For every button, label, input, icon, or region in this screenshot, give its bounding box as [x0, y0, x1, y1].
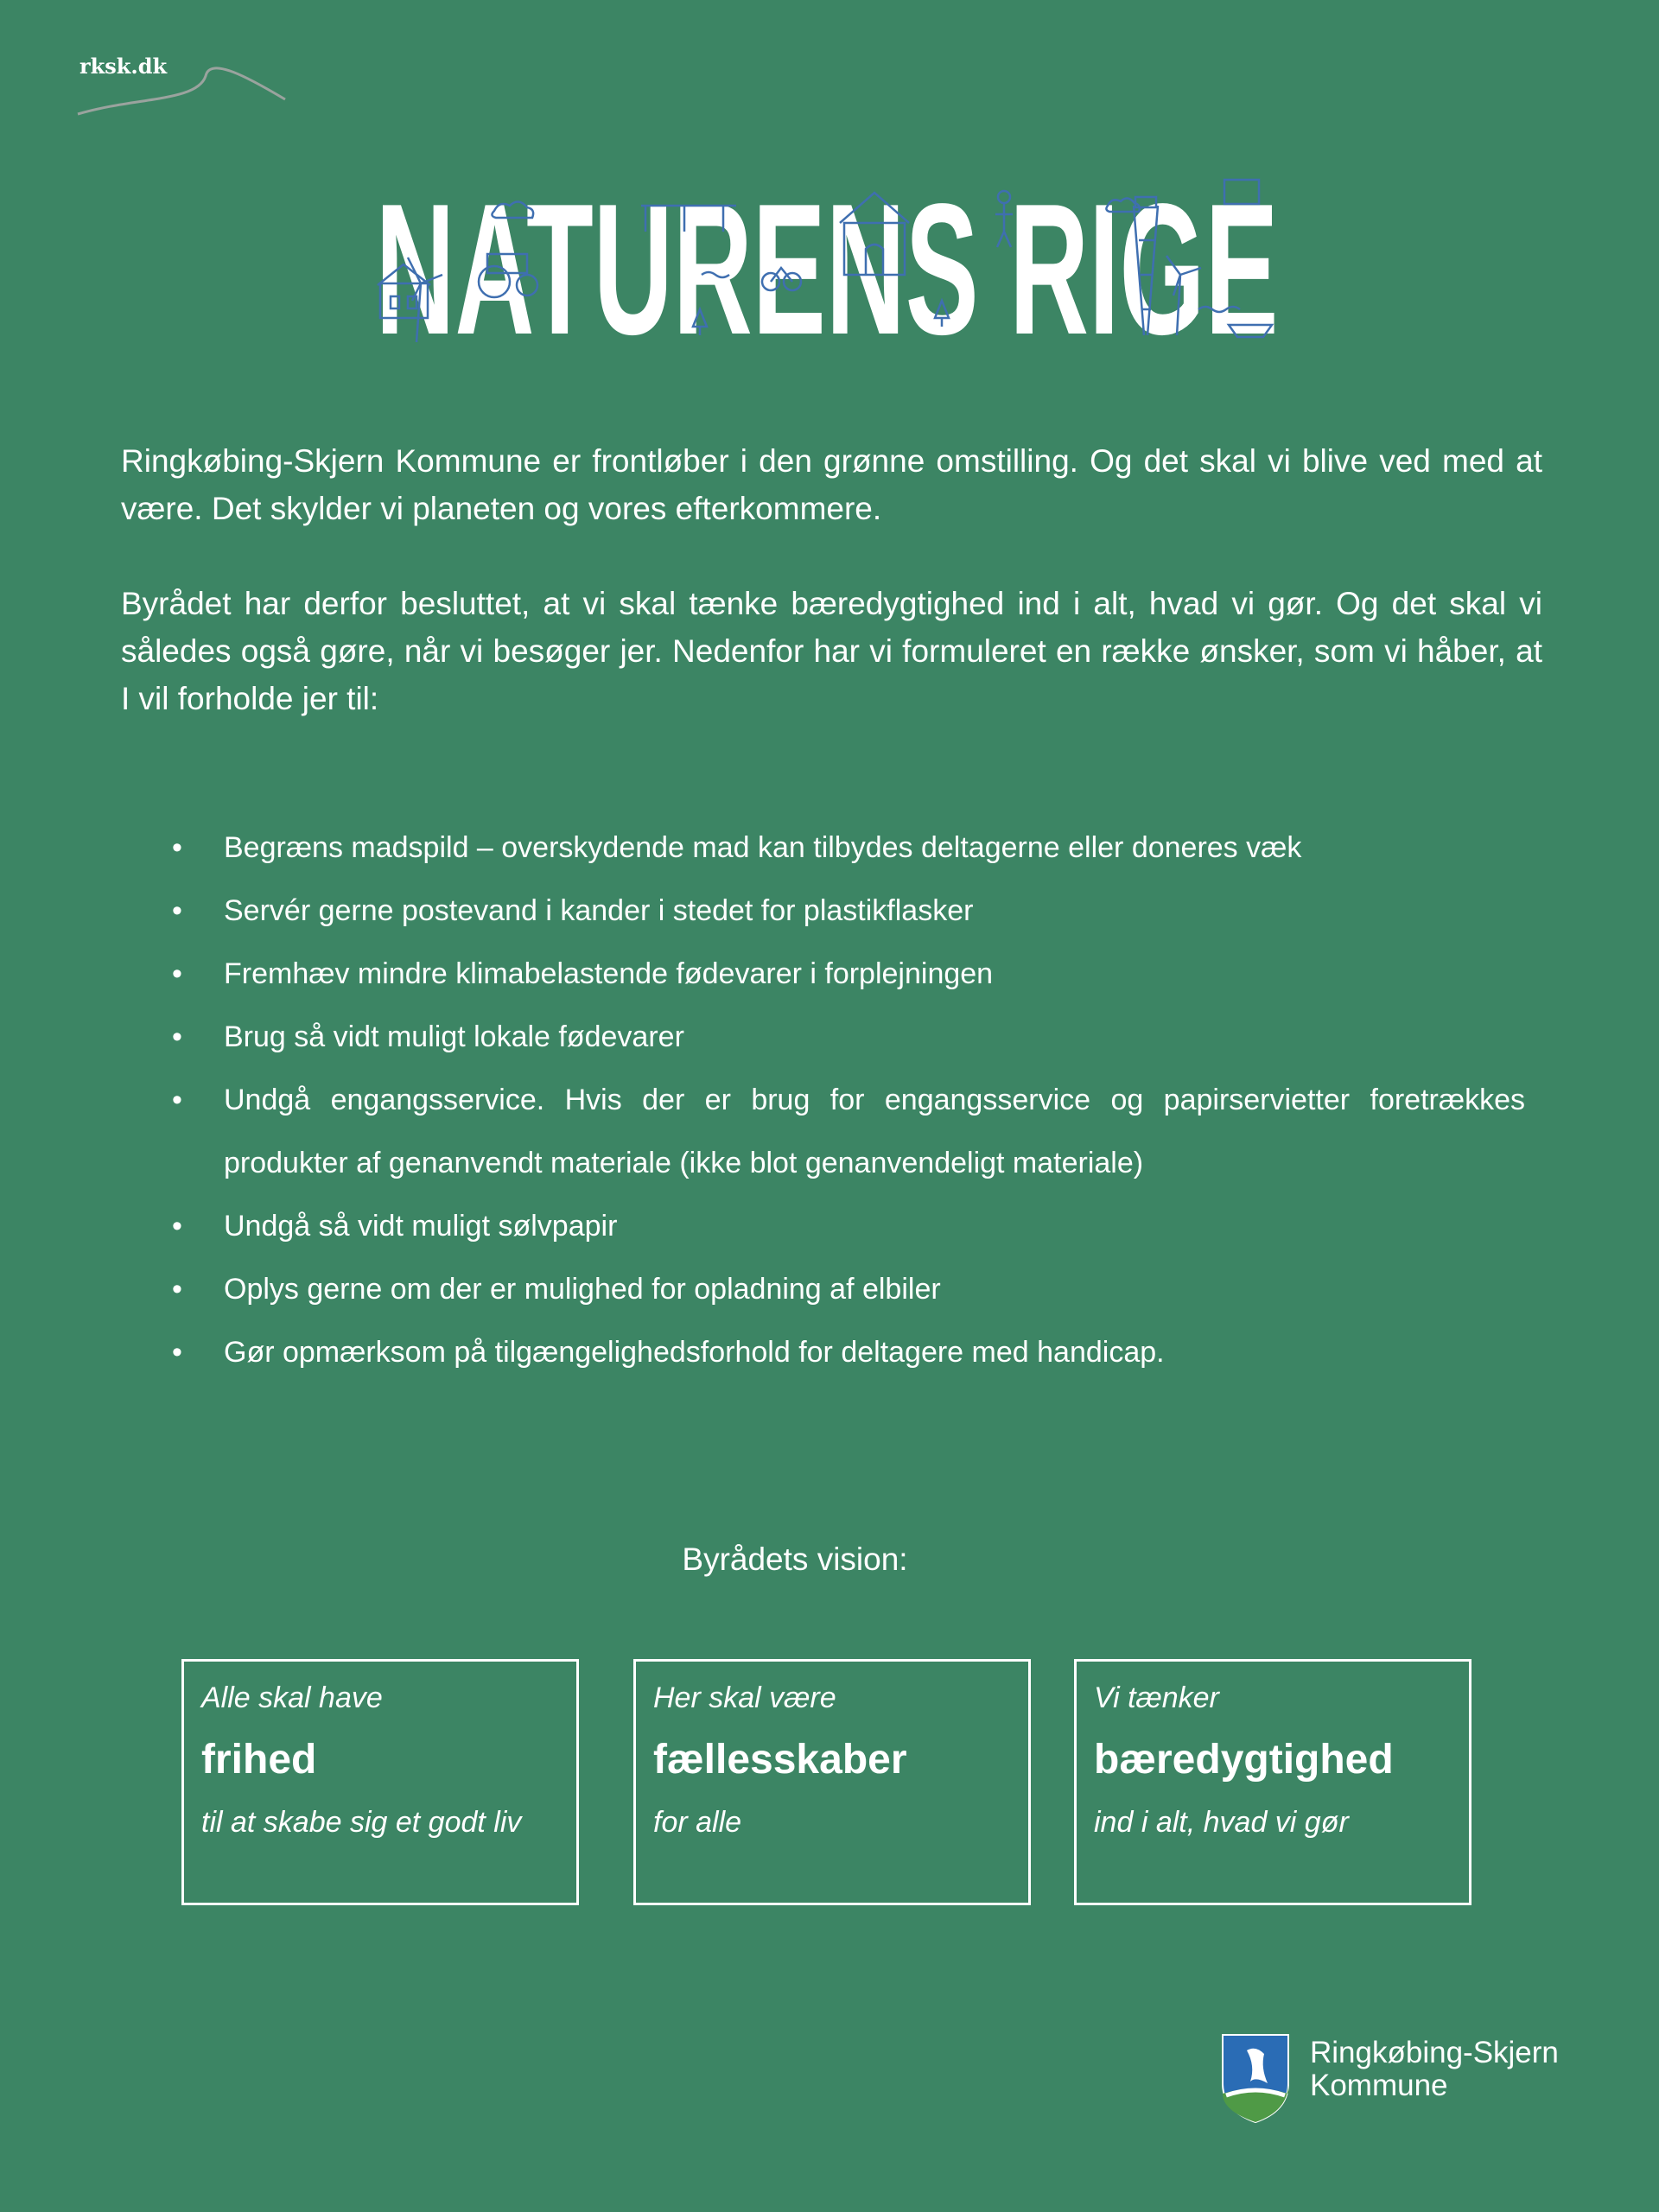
bullet-icon: • — [172, 957, 182, 990]
vision-pre-text: Vi tænker — [1094, 1681, 1219, 1714]
list-item — [168, 1006, 1525, 1069]
vision-box-baeredygtighed — [1074, 1659, 1471, 1905]
bullet-icon: • — [172, 1273, 182, 1306]
title-letters-graphic — [373, 171, 1281, 344]
vision-heading: Byrådets vision: — [682, 1541, 908, 1577]
swoosh-decoration — [76, 52, 292, 121]
logo-line-2: Kommune — [1310, 2069, 1448, 2102]
list-item-text: Begræns madspild – overskydende mad kan tilbydes deltagerne eller doneres væk — [224, 831, 1302, 864]
vision-keyword: frihed — [201, 1737, 317, 1783]
coat-of-arms-icon — [1221, 2033, 1290, 2124]
vision-post-text: til at skabe sig et godt liv — [201, 1806, 522, 1839]
bullet-icon: • — [172, 894, 182, 927]
list-item-text: Servér gerne postevand i kander i stedet for plastikflasker — [224, 894, 974, 927]
list-item — [168, 943, 1525, 1006]
vision-keyword: fællesskaber — [653, 1737, 907, 1783]
list-item-text: Brug så vidt muligt lokale fødevarer — [224, 1020, 684, 1053]
bullet-icon: • — [172, 1336, 182, 1369]
list-item-text: Gør opmærksom på tilgængelighedsforhold for deltagere med handicap. — [224, 1336, 1165, 1369]
intro-paragraph-2: Byrådet har derfor besluttet, at vi skal tænke bæredygtighed ind i alt, hvad vi gør. Og det skal vi således også gøre, når vi besøger jer. Nedenfor har vi formuleret en række ønsker, som vi håber, at I vil forholde jer til: — [121, 586, 1542, 716]
list-item — [168, 1069, 1525, 1195]
list-item — [168, 1258, 1525, 1321]
list-item — [168, 1321, 1525, 1384]
list-item — [168, 1195, 1525, 1258]
page-title: NATURENS RIGE — [375, 171, 1279, 344]
list-item-text: Undgå så vidt muligt sølvpapir — [224, 1210, 618, 1243]
logo-line-1: Ringkøbing-Skjern — [1310, 2036, 1559, 2069]
municipality-logo[interactable] — [1221, 2033, 1584, 2128]
bullet-icon: • — [172, 1084, 182, 1116]
intro-paragraph-1: Ringkøbing-Skjern Kommune er frontløber i den grønne omstilling. Og det skal vi blive ved med at være. Det skylder vi planeten og vores efterkommere. — [121, 443, 1542, 526]
vision-box-faellesskaber — [633, 1659, 1031, 1905]
intro-text — [121, 437, 1542, 770]
vision-post-text: for alle — [653, 1806, 742, 1839]
vision-pre-text: Her skal være — [653, 1681, 836, 1714]
vision-box-frihed — [181, 1659, 579, 1905]
list-item-text: Fremhæv mindre klimabelastende fødevarer i forplejningen — [224, 957, 994, 990]
vision-pre-text: Alle skal have — [201, 1681, 383, 1714]
list-item-text: Undgå engangsservice. Hvis der er brug for engangsservice og papirservietter foretrækkes produkter af genanvendt materiale (ikke blot genanvendeligt materiale) — [224, 1084, 1525, 1179]
logo-text — [1310, 2037, 1559, 2102]
vision-keyword: bæredygtighed — [1094, 1737, 1394, 1783]
list-item-text: Oplys gerne om der er mulighed for opladning af elbiler — [224, 1273, 941, 1306]
bullet-icon: • — [172, 1210, 182, 1243]
title-illustrated — [373, 171, 1281, 344]
list-item — [168, 817, 1525, 880]
site-url[interactable]: rksk.dk — [79, 54, 168, 79]
wishes-list — [168, 817, 1525, 1384]
bullet-icon: • — [172, 831, 182, 864]
vision-post-text: ind i alt, hvad vi gør — [1094, 1806, 1349, 1839]
bullet-icon: • — [172, 1020, 182, 1053]
list-item — [168, 880, 1525, 943]
